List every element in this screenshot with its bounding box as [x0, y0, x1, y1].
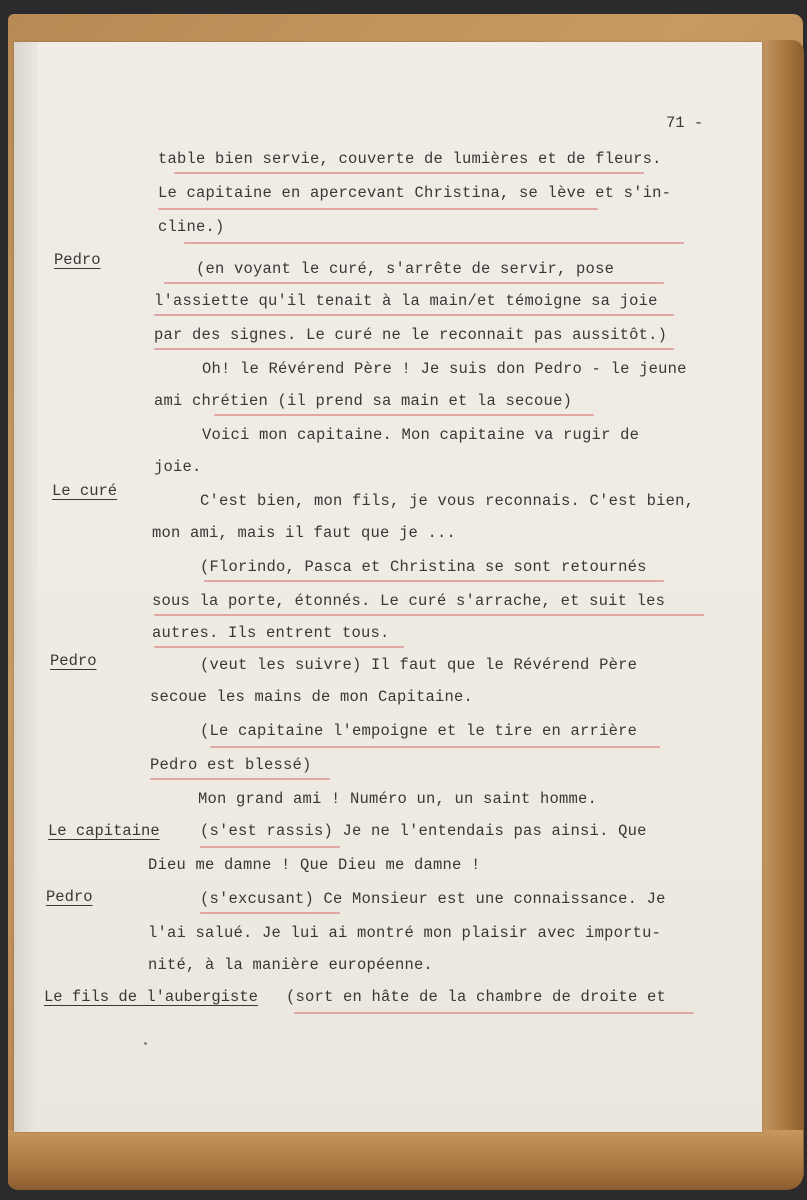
text-line: autres. Ils entrent tous.: [152, 624, 390, 642]
text-line: mon ami, mais il faut que je ...: [152, 524, 457, 542]
text-line: (veut les suivre) Il faut que le Révérend Père: [200, 656, 638, 674]
text-line: ami chrétien (il prend sa main et la secoue): [154, 392, 573, 410]
typescript-page: [14, 42, 762, 1132]
speaker-label: Le curé: [52, 482, 118, 500]
text-line: C'est bien, mon fils, je vous reconnais. C'est bien,: [200, 492, 695, 510]
red-underline: [204, 580, 664, 582]
red-underline: [200, 846, 340, 848]
red-underline: [184, 242, 684, 244]
red-underline: [150, 778, 330, 780]
cardboard-edge-right: [760, 40, 804, 1190]
speaker-label: Pedro: [54, 251, 101, 269]
red-underline: [158, 208, 598, 210]
text-line: cline.): [158, 218, 225, 236]
text-line: par des signes. Le curé ne le reconnait pas aussitôt.): [154, 326, 668, 344]
red-underline: [154, 614, 704, 616]
red-underline: [294, 1012, 694, 1014]
paper-speck: [144, 1042, 147, 1045]
page-number: 71 -: [666, 114, 704, 132]
red-underline: [154, 348, 674, 350]
speaker-label: Pedro: [50, 652, 97, 670]
text-line: secoue les mains de mon Capitaine.: [150, 688, 474, 706]
red-underline: [164, 282, 664, 284]
text-line: (sort en hâte de la chambre de droite et: [286, 988, 667, 1006]
speaker-label: Pedro: [46, 888, 93, 906]
text-line: joie.: [154, 458, 202, 476]
text-line: Pedro est blessé): [150, 756, 312, 774]
text-line: (s'est rassis) Je ne l'entendais pas ainsi. Que: [200, 822, 647, 840]
text-line: Voici mon capitaine. Mon capitaine va rugir de: [202, 426, 640, 444]
cardboard-edge-bottom: [8, 1130, 803, 1190]
page-fold-shadow: [14, 42, 38, 1132]
red-underline: [214, 414, 594, 416]
red-underline: [154, 646, 404, 648]
text-line: l'ai salué. Je lui ai montré mon plaisir avec importu-: [148, 924, 662, 942]
speaker-label: Le capitaine: [48, 822, 160, 840]
text-line: l'assiette qu'il tenait à la main/et témoigne sa joie: [154, 292, 658, 310]
text-line: Oh! le Révérend Père ! Je suis don Pedro - le jeune: [202, 360, 687, 378]
red-underline: [200, 912, 340, 914]
text-line: (Florindo, Pasca et Christina se sont retournés: [200, 558, 647, 576]
text-line: table bien servie, couverte de lumières et de fleurs.: [158, 150, 662, 168]
text-line: (Le capitaine l'empoigne et le tire en arrière: [200, 722, 638, 740]
text-line: sous la porte, étonnés. Le curé s'arrache, et suit les: [152, 592, 666, 610]
text-line: Le capitaine en apercevant Christina, se lève et s'in-: [158, 184, 672, 202]
text-line: (en voyant le curé, s'arrête de servir, pose: [196, 260, 615, 278]
red-underline: [154, 314, 674, 316]
text-line: Dieu me damne ! Que Dieu me damne !: [148, 856, 481, 874]
red-underline: [174, 172, 644, 174]
text-line: Mon grand ami ! Numéro un, un saint homme.: [198, 790, 598, 808]
red-underline: [210, 746, 660, 748]
text-line: (s'excusant) Ce Monsieur est une connaissance. Je: [200, 890, 666, 908]
text-line: nité, à la manière européenne.: [148, 956, 434, 974]
speaker-label: Le fils de l'aubergiste: [44, 988, 258, 1006]
